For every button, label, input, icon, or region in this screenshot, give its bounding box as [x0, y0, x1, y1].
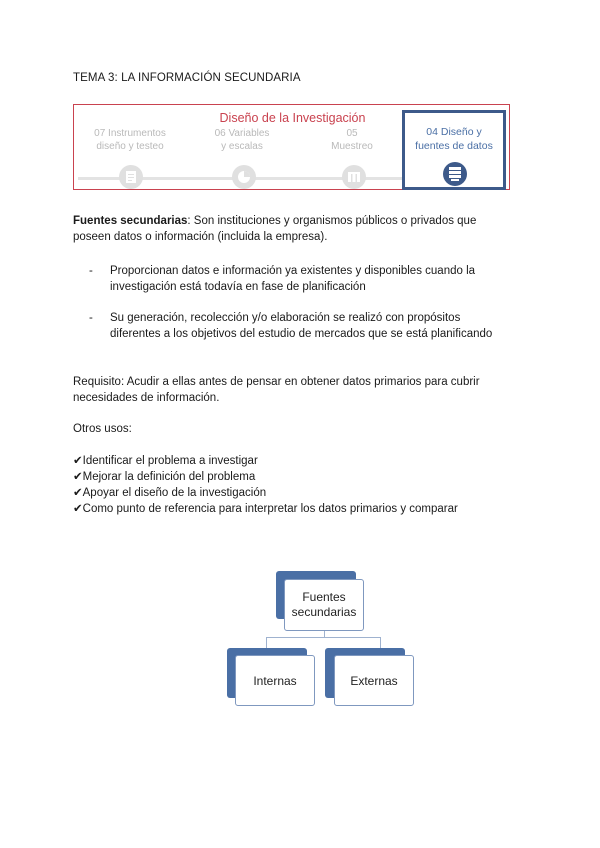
step-line1: 05 — [346, 128, 358, 139]
definition-text-2: poseen datos o información (incluida la empresa). — [73, 231, 328, 243]
active-line2: fuentes de datos — [415, 140, 493, 152]
check-item: ✔Identificar el problema a investigar — [73, 455, 258, 467]
root-node — [284, 579, 364, 631]
check-item: ✔Apoyar el diseño de la investigación — [73, 487, 267, 499]
check-item: ✔Mejorar la definición del problema — [73, 471, 256, 483]
bullet-line2: investigación está todavía en fase de planificación — [110, 281, 366, 293]
bullet-line2: diferentes a los objetivos del estudio de mercados que se está planificando — [110, 328, 493, 340]
step-line1: 06 Variables — [214, 128, 270, 139]
step-line2: diseño y testeo — [96, 141, 164, 152]
bullet-line1: Proporcionan datos e información ya existentes y disponibles cuando la — [110, 265, 476, 277]
externas-node: Externas — [334, 655, 414, 706]
bullet-marker: - — [89, 312, 93, 324]
definition-term: Fuentes secundarias — [73, 215, 188, 227]
root-line2: secundarias — [291, 605, 357, 619]
definition-text: : Son instituciones y organismos públicos o privados que — [187, 215, 477, 227]
bullet-marker: - — [89, 265, 93, 277]
otros-usos-title: Otros usos: — [73, 423, 132, 435]
page-heading: TEMA 3: LA INFORMACIÓN SECUNDARIA — [73, 72, 301, 84]
bullet-line1: Su generación, recolección y/o elaboración se realizó con propósitos — [110, 312, 461, 324]
connector-line — [266, 637, 381, 638]
step-line1: 07 Instrumentos — [94, 128, 166, 139]
check-item: ✔Como punto de referencia para interpretar los datos primarios y comparar — [73, 503, 458, 515]
step-line2: y escalas — [221, 141, 263, 152]
banner-title: Diseño de la Investigación — [219, 111, 366, 125]
active-line1: 04 Diseño y — [426, 126, 482, 138]
internas-node: Internas — [235, 655, 315, 706]
requisito-line2: necesidades de información. — [73, 392, 220, 404]
step-line2: Muestreo — [331, 141, 373, 152]
root-line1: Fuentes — [302, 590, 346, 604]
requisito-line1: Requisito: Acudir a ellas antes de pensar en obtener datos primarios para cubrir — [73, 376, 480, 388]
